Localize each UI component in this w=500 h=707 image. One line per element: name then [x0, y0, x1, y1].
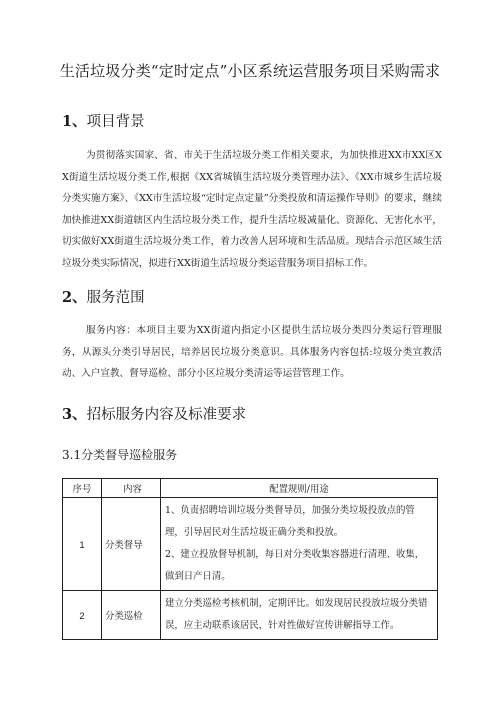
- subsection-title: 3.1分类督导巡检服务: [62, 448, 178, 462]
- header-cell-rules: 配置规则/用途: [161, 479, 438, 498]
- section-body-scope: 服务内容：本项目主要为XX街道内指定小区提供生活垃圾分类四分类运行管理服务，从源头分类引导居民，培养居民垃圾分类意识。具体服务内容包括:垃圾分类宣教活动、入户宣教、督导巡检、部分小区垃圾分类清运等运营管理工作。: [62, 325, 442, 379]
- row-content-cell: 分类巡检: [102, 591, 161, 640]
- row-number-cell: 1: [63, 498, 102, 591]
- header-cell-no: 序号: [63, 479, 102, 498]
- table-row: [63, 498, 438, 591]
- table-row: [63, 591, 438, 640]
- row-rules-cell: [161, 498, 438, 591]
- row-content-cell: 分类督导: [102, 498, 161, 591]
- header-cell-content: 内容: [102, 479, 161, 498]
- row-number-cell: 2: [63, 591, 102, 640]
- rule-item: 建立分类巡检考核机制，定期评比。如发现居民投放垃圾分类错误，应主动联系该居民，针对性做好宣传讲解指导工作。: [165, 598, 428, 631]
- section-heading-background: [62, 110, 145, 131]
- section-title: 服务范围: [86, 290, 145, 306]
- section-heading-scope: [62, 286, 145, 307]
- section-title: 招标服务内容及标准要求: [86, 407, 247, 423]
- section-title: 项目背景: [86, 114, 145, 130]
- rule-item: 2、建立投放督导机制，每日对分类收集容器进行清理、收集，做到日产日清。: [165, 549, 425, 582]
- document-title: 生活垃圾分类“定时定点”小区系统运营服务项目采购需求: [59, 62, 441, 80]
- section-body-background: 为贯彻落实国家、省、市关于生活垃圾分类工作相关要求，为加快推进XX市XX区XX街道生活垃圾分类工作,根据《XX省城镇生活垃圾分类管理办法》、《XX市城乡生活垃圾分类实施方案》、《XX市生活垃圾“定时定点定量”分类投放和清运操作导则》的要求，继续加快推进XX街道辖区内生活垃圾分类工作，提升生活垃圾减量化、资源化、无害化水平，切实做好XX街道生活垃圾分类工作，着力改善人居环境和生活品质。现结合示范区域生活垃圾分类实际情况，拟进行XX街道生活垃圾分类运营服务项目招标工作。: [62, 150, 442, 269]
- service-rules-table: [62, 478, 438, 640]
- rule-item: 1、负责招聘培训垃圾分类督导员，加强分类垃圾投放点的管理，引导居民对生活垃圾正确分类和投放。: [165, 505, 415, 538]
- section-heading-requirements: [62, 403, 246, 424]
- section-number: 2、: [62, 289, 87, 306]
- section-number: 1、: [62, 113, 87, 130]
- section-number: 3、: [62, 406, 87, 423]
- row-rules-cell: [161, 591, 438, 640]
- table-header-row: [63, 479, 438, 498]
